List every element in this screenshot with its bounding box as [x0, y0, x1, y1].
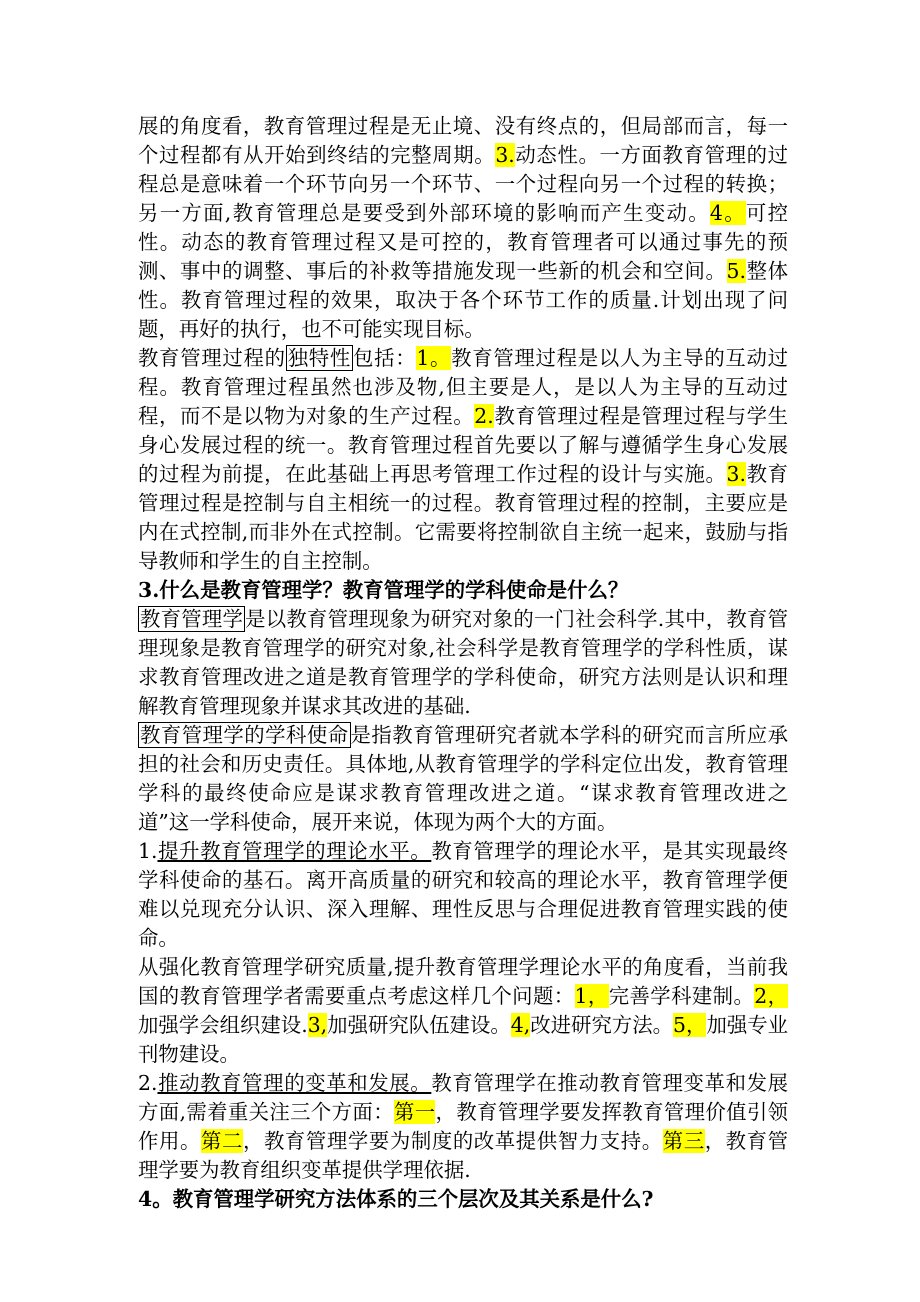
- highlighted-number: 4,: [510, 1013, 531, 1037]
- paragraph-mission: [138, 721, 788, 837]
- text: 加强研究队伍建设。: [327, 1013, 511, 1037]
- section-heading-4: 4。教育管理学研究方法体系的三个层次及其关系是什么?: [138, 1187, 654, 1211]
- highlighted-number: 3,: [307, 1013, 328, 1037]
- text: 展的角度看，教育管理过程是无止境、没有终点的，但局部而言，每一个过程都有从开始到终结的完整周期。: [138, 114, 788, 167]
- highlighted-keyword: 第二: [200, 1129, 243, 1153]
- highlighted-number: 1。: [416, 346, 452, 370]
- text: 教育管理过程是管理过程与学生身心发展过程的统一。教育管理过程首先要以了解与遵循学生身心发展的过程为前提，在此基础上再思考管理工作过程的设计与实施。: [138, 404, 789, 486]
- text: 完善学科建制。: [608, 984, 755, 1008]
- paragraph-definition: [138, 605, 788, 721]
- highlighted-number: 2，: [754, 984, 788, 1008]
- highlighted-number: 3.: [495, 143, 515, 167]
- text: 教育管理过程是控制与自主相统一的过程。教育管理过程的控制，主要应是内在式控制,而非外在式控制。它需要将控制欲自主统一起来，鼓励与指导教师和学生的自主控制。: [138, 462, 789, 573]
- text: 改进研究方法。: [530, 1013, 674, 1037]
- highlighted-number: 1，: [574, 984, 609, 1008]
- text: 整体性。教育管理过程的效果，取决于各个环节工作的质量.计划出现了问题，再好的执行，也不可能实现目标。: [138, 259, 789, 341]
- text: ，教育管理学要为教育组织变革提供学理依据.: [138, 1129, 789, 1182]
- item-number: 1.: [138, 839, 158, 863]
- text: 加强专业刊物建设。: [138, 1013, 789, 1066]
- text: ，教育管理学要发挥教育管理价值引领作用。: [138, 1100, 789, 1153]
- text: 加强学会组织建设.: [138, 1013, 308, 1037]
- text: 包括：: [353, 346, 417, 370]
- text: 从强化教育管理学研究质量,提升教育管理学理论水平的角度看，当前我国的教育管理学者需要重点考虑这样几个问题：: [138, 955, 788, 1008]
- highlighted-number: 5，: [673, 1013, 707, 1037]
- highlighted-keyword: 第一: [393, 1100, 436, 1124]
- paragraph-uniqueness: [138, 344, 788, 576]
- text: 教育管理过程的: [138, 346, 286, 370]
- boxed-term: 教育管理学的学科使命: [140, 723, 349, 747]
- highlighted-number: 2.: [474, 404, 494, 428]
- underlined-heading: 提升教育管理学的理论水平。: [157, 839, 432, 863]
- text: 教育管理学在推动教育管理变革和发展方面,需着重关注三个方面：: [138, 1071, 789, 1124]
- text: 是以教育管理现象为研究对象的一门社会科学.其中，教育管理现象是教育管理学的研究对象,社会科学是教育管理学的学科性质，谋求教育管理改进之道是教育管理学的学科使命，研究方法则是认识和理解教育管理现象并谋求其改进的基础.: [138, 607, 789, 718]
- highlighted-number: 3.: [726, 462, 746, 486]
- paragraph-reform: [138, 1069, 788, 1185]
- underlined-heading: 推动教育管理的变革和发展。: [157, 1071, 432, 1095]
- paragraph-process-characteristics: [138, 112, 788, 344]
- boxed-term: 教育管理学: [140, 607, 244, 631]
- text: 动态性。一方面教育管理的过程总是意味着一个环节向另一个环节、一个过程向另一个过程的转换；另一方面,教育管理总是要受到外部环境的影响而产生变动。: [138, 143, 789, 225]
- paragraph-theory-level: [138, 837, 788, 953]
- highlighted-number: 5.: [726, 259, 746, 283]
- text: 是指教育管理研究者就本学科的研究而言所应承担的社会和历史责任。具体地,从教育管理学的学科定位出发，教育管理学科的最终使命应是谋求教育管理改进之道。“谋求教育管理改进之道”这一学科使命，展开来说，体现为两个大的方面。: [138, 723, 789, 834]
- text: 教育管理过程是以人为主导的互动过程。教育管理过程虽然也涉及物,但主要是人，是以人为主导的互动过程，而不是以物为对象的生产过程。: [138, 346, 789, 428]
- paragraph-research-quality: [138, 953, 788, 1069]
- document-page: [138, 112, 788, 1214]
- text: 教育管理学的理论水平，是其实现最终学科使命的基石。离开高质量的研究和较高的理论水平，教育管理学便难以兑现充分认识、深入理解、理性反思与合理促进教育管理实践的使命。: [138, 839, 789, 950]
- highlighted-number: 4。: [709, 201, 746, 225]
- text: 可控性。动态的教育管理过程又是可控的，教育管理者可以通过事先的预测、事中的调整、事后的补救等措施发现一些新的机会和空间。: [138, 201, 788, 283]
- item-number: 2.: [138, 1071, 158, 1095]
- highlighted-keyword: 第三: [662, 1129, 705, 1153]
- text: ，教育管理学要为制度的改革提供智力支持。: [242, 1129, 663, 1153]
- section-heading-3: 3.什么是教育管理学？教育管理学的学科使命是什么？: [138, 578, 629, 602]
- boxed-term: 独特性: [287, 346, 352, 370]
